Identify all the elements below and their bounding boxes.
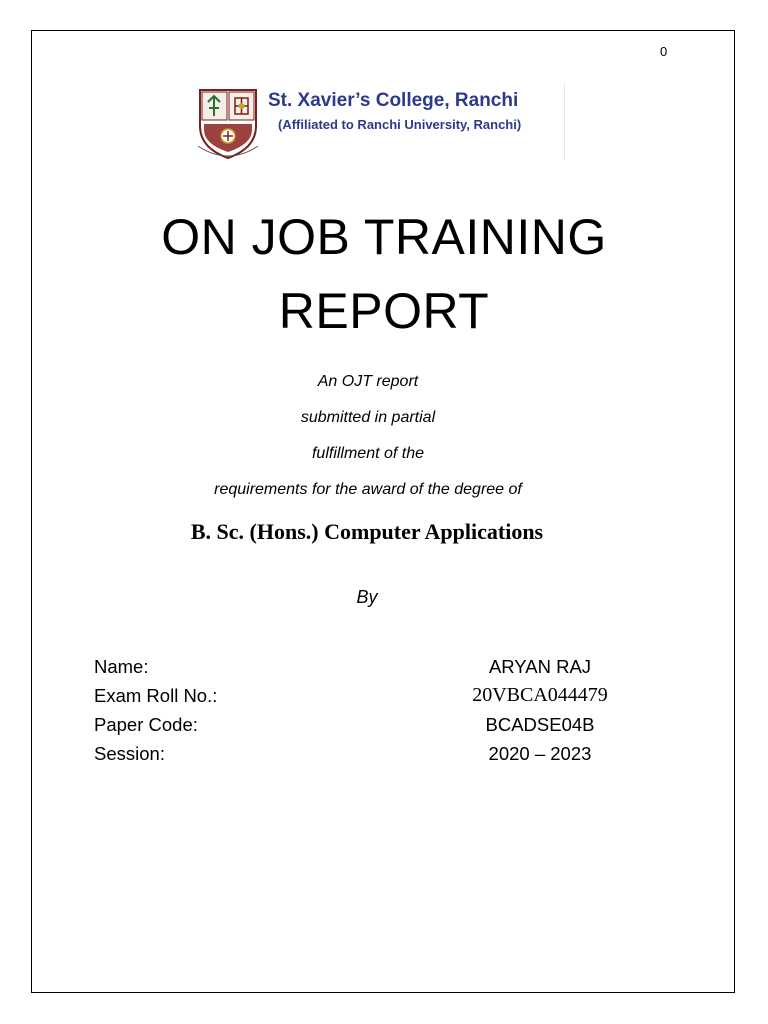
by-label: By	[356, 587, 378, 607]
name-value: ARYAN RAJ	[488, 656, 592, 677]
paper-code-value: BCADSE04B	[485, 714, 595, 735]
college-crest-icon	[196, 86, 260, 160]
college-logo-block	[196, 82, 566, 162]
subtitle-line-4: requirements for the award of the degree of	[214, 481, 522, 498]
exam-roll-value: 20VBCA044479	[472, 684, 608, 706]
report-title-line-1: ON JOB TRAINING	[161, 209, 607, 265]
name-label: Name:	[94, 656, 149, 677]
college-affiliation: (Affiliated to Ranchi University, Ranchi)	[278, 117, 522, 132]
session-value: 2020 – 2023	[488, 743, 592, 764]
exam-roll-label: Exam Roll No.:	[94, 685, 218, 706]
page-border	[31, 30, 735, 993]
college-name: St. Xavier’s College, Ranchi	[268, 90, 519, 111]
logo-divider	[564, 84, 565, 160]
subtitle-line-1: An OJT report	[317, 373, 419, 390]
degree-name: B. Sc. (Hons.) Computer Applications	[190, 519, 544, 544]
page-number: 0	[660, 44, 668, 59]
subtitle-line-2: submitted in partial	[300, 409, 436, 426]
subtitle-line-3: fulfillment of the	[311, 445, 425, 462]
paper-code-label: Paper Code:	[94, 714, 198, 735]
report-title-line-2: REPORT	[278, 283, 490, 339]
session-label: Session:	[94, 743, 165, 764]
